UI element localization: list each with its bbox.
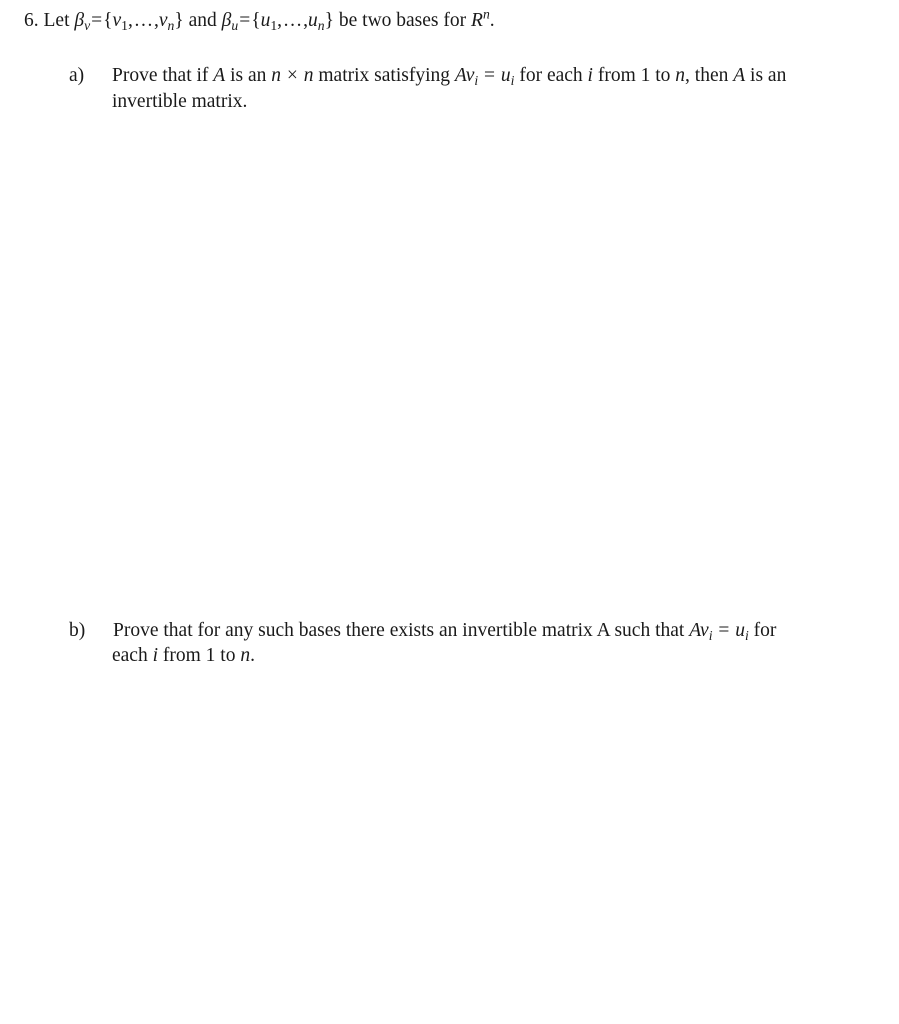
basis-v-set: {$v_1$, . . . $,v_n$}: [103, 10, 184, 34]
intro-tail: be two bases for: [338, 10, 467, 31]
let-word: Let: [43, 10, 70, 31]
part-a-line-2: invertible matrix.: [112, 91, 248, 112]
space-symbol: $R^n$: [471, 6, 490, 31]
basis-v-symbol: $\beta_v$: [74, 10, 91, 34]
basis-u-set: {$u_1$, . . . $,u_n$}: [251, 10, 334, 34]
part-a-line-1: Prove that if A is an n × n matrix satisfying $Av_i = u_i$ for each i from 1 to n, then A is an: [112, 65, 787, 89]
part-b-label: b): [69, 620, 86, 641]
and-word: and: [188, 10, 217, 31]
basis-u-symbol: $\beta_u$: [221, 10, 239, 34]
part-b-line-1: Prove that for any such bases there exists an invertible matrix A such that $Av_i = u_i$ for: [113, 620, 777, 644]
problem-statement: 6. Let $\beta_v=\{v_1$, . . . $,v_n$} and $\beta_u=\{u_1$, . . . $,u_n$} be two bases for $R^n$.: [24, 6, 495, 34]
part-a-label: a): [69, 65, 85, 86]
problem-number: 6.: [24, 10, 39, 31]
part-b-line-2: each i from 1 to n.: [112, 645, 255, 666]
